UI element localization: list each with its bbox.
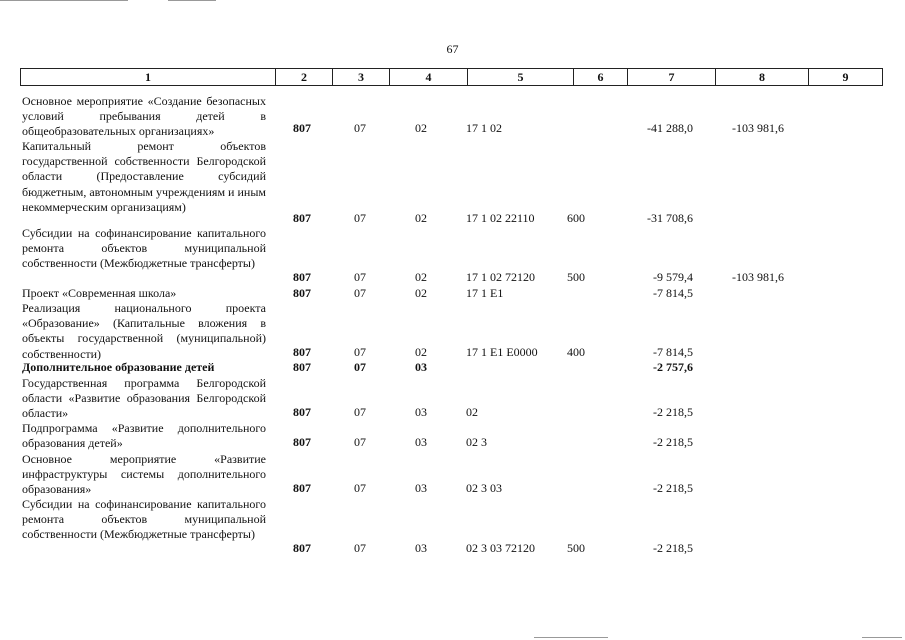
row-description: Проект «Современная школа» bbox=[22, 286, 177, 300]
header-col-5: 5 bbox=[468, 69, 574, 85]
header-col-7: 7 bbox=[628, 69, 716, 85]
cell-ministry: 807 bbox=[293, 345, 311, 359]
cell-amount-1: -41 288,0 bbox=[647, 121, 693, 135]
cell-ministry: 807 bbox=[293, 435, 311, 449]
row-description: Субсидии на софинансирование капитального ремонта объектов муниципальной собственности (Межбюджетные трансферты) bbox=[22, 226, 266, 271]
cell-subsection: 03 bbox=[415, 435, 427, 449]
cell-ministry: 807 bbox=[293, 286, 311, 300]
cell-amount-1: -7 814,5 bbox=[653, 345, 693, 359]
footer-rule-left bbox=[534, 637, 608, 638]
header-col-3: 3 bbox=[333, 69, 390, 85]
cell-ministry: 807 bbox=[293, 121, 311, 135]
cell-subsection: 02 bbox=[415, 286, 427, 300]
row-description: Дополнительное образование детей bbox=[22, 360, 215, 374]
cell-section: 07 bbox=[354, 286, 366, 300]
cell-ministry: 807 bbox=[293, 481, 311, 495]
cell-amount-2: -103 981,6 bbox=[732, 270, 784, 284]
header-col-6: 6 bbox=[574, 69, 628, 85]
cell-target-article: 02 3 bbox=[466, 435, 487, 449]
cell-expense-type: 500 bbox=[567, 541, 585, 555]
cell-subsection: 03 bbox=[415, 405, 427, 419]
cell-subsection: 02 bbox=[415, 345, 427, 359]
table-header bbox=[20, 68, 883, 86]
cell-amount-1: -2 757,6 bbox=[653, 360, 693, 374]
cell-amount-1: -7 814,5 bbox=[653, 286, 693, 300]
cell-section: 07 bbox=[354, 121, 366, 135]
cell-section: 07 bbox=[354, 405, 366, 419]
cell-ministry: 807 bbox=[293, 270, 311, 284]
cell-target-article: 02 3 03 bbox=[466, 481, 502, 495]
top-rule-right bbox=[168, 0, 216, 1]
cell-section: 07 bbox=[354, 435, 366, 449]
cell-expense-type: 500 bbox=[567, 270, 585, 284]
cell-section: 07 bbox=[354, 541, 366, 555]
cell-target-article: 02 3 03 72120 bbox=[466, 541, 535, 555]
row-description: Реализация национального проекта «Образование» (Капитальные вложения в объекты государственной (муниципальной) собственности) bbox=[22, 301, 266, 361]
cell-subsection: 02 bbox=[415, 121, 427, 135]
cell-target-article: 02 bbox=[466, 405, 478, 419]
cell-section: 07 bbox=[354, 211, 366, 225]
footer-rule-right bbox=[862, 637, 902, 638]
cell-subsection: 03 bbox=[415, 541, 427, 555]
cell-amount-1: -31 708,6 bbox=[647, 211, 693, 225]
cell-expense-type: 400 bbox=[567, 345, 585, 359]
cell-section: 07 bbox=[354, 270, 366, 284]
cell-amount-1: -2 218,5 bbox=[653, 435, 693, 449]
cell-amount-1: -9 579,4 bbox=[653, 270, 693, 284]
cell-expense-type: 600 bbox=[567, 211, 585, 225]
header-col-9: 9 bbox=[842, 70, 849, 84]
cell-ministry: 807 bbox=[293, 405, 311, 419]
cell-ministry: 807 bbox=[293, 211, 311, 225]
cell-section: 07 bbox=[354, 345, 366, 359]
cell-subsection: 03 bbox=[415, 360, 427, 374]
header-col-8: 8 bbox=[716, 69, 809, 85]
header-col-4: 4 bbox=[390, 69, 468, 85]
cell-ministry: 807 bbox=[293, 541, 311, 555]
header-col-2: 2 bbox=[276, 69, 333, 85]
cell-target-article: 17 1 02 72120 bbox=[466, 270, 535, 284]
page-number: 67 bbox=[446, 42, 459, 56]
row-description: Основное мероприятие «Развитие инфраструктуры системы дополнительного образования» bbox=[22, 452, 266, 497]
row-description: Подпрограмма «Развитие дополнительного образования детей» bbox=[22, 421, 266, 451]
header-col-1: 1 bbox=[21, 69, 276, 85]
cell-target-article: 17 1 02 bbox=[466, 121, 502, 135]
row-description: Субсидии на софинансирование капитального ремонта объектов муниципальной собственности (Межбюджетные трансферты) bbox=[22, 497, 266, 542]
cell-subsection: 02 bbox=[415, 211, 427, 225]
cell-target-article: 17 1 Е1 Е0000 bbox=[466, 345, 538, 359]
cell-amount-1: -2 218,5 bbox=[653, 405, 693, 419]
cell-section: 07 bbox=[354, 481, 366, 495]
row-description: Основное мероприятие «Создание безопасных условий пребывания детей в общеобразовательных организациях» bbox=[22, 94, 266, 139]
cell-amount-2: -103 981,6 bbox=[732, 121, 784, 135]
cell-amount-1: -2 218,5 bbox=[653, 481, 693, 495]
cell-subsection: 02 bbox=[415, 270, 427, 284]
top-rule-left bbox=[0, 0, 128, 1]
cell-target-article: 17 1 02 22110 bbox=[466, 211, 535, 225]
row-description: Капитальный ремонт объектов государственной собственности Белгородской области (Предоставление субсидий бюджетным, автономным учреждениям и иным некоммерческим организациям) bbox=[22, 139, 266, 214]
cell-section: 07 bbox=[354, 360, 366, 374]
row-description: Государственная программа Белгородской области «Развитие образования Белгородской области» bbox=[22, 376, 266, 421]
cell-subsection: 03 bbox=[415, 481, 427, 495]
cell-ministry: 807 bbox=[293, 360, 311, 374]
cell-target-article: 17 1 Е1 bbox=[466, 286, 504, 300]
cell-amount-1: -2 218,5 bbox=[653, 541, 693, 555]
